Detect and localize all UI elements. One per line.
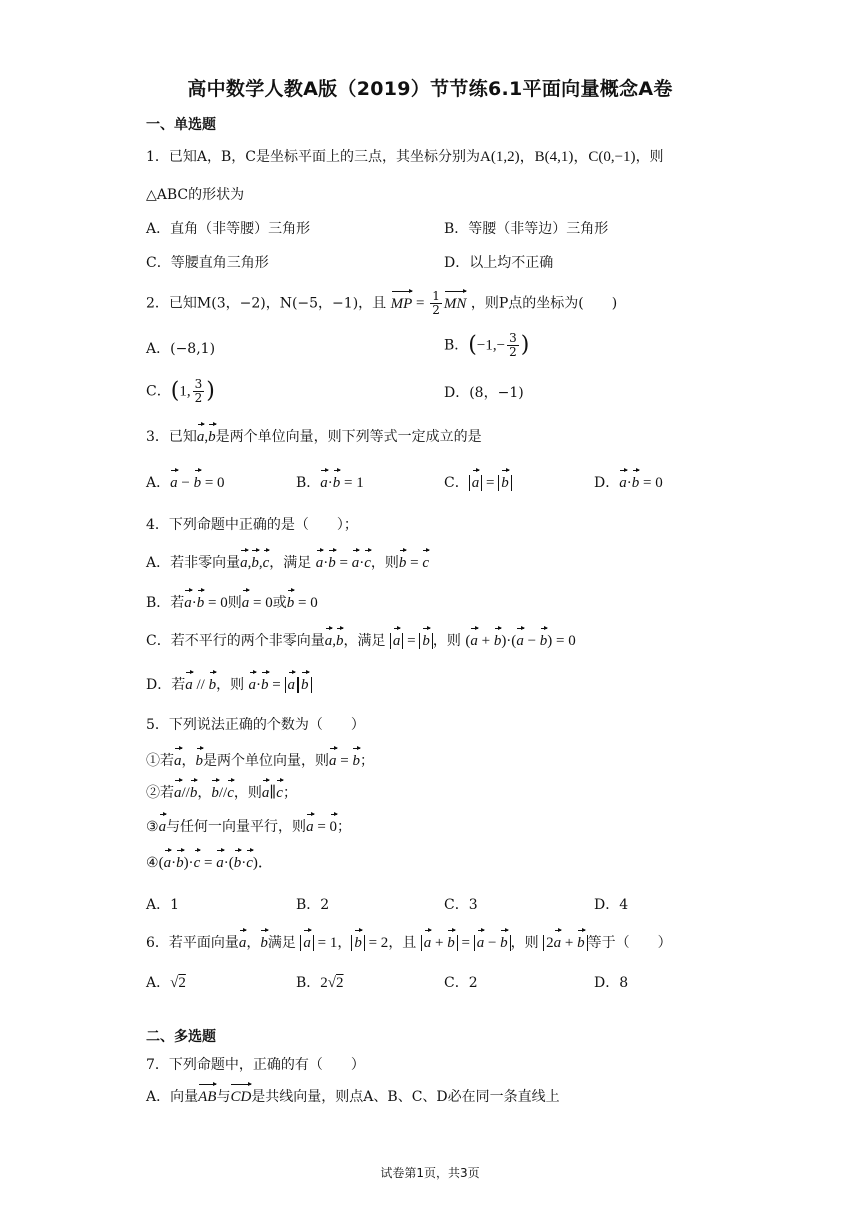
q5-statement-1: ①若a，b是两个单位向量，则a = b；: [146, 750, 374, 772]
q6-option-b: B．2√2: [296, 975, 344, 991]
q5-statement-2: ②若a//b，b//c，则a∥c；: [146, 782, 297, 804]
q3-option-b: B．a·b = 1: [296, 472, 364, 494]
q2-option-a: A．(−8,1): [146, 341, 216, 357]
q1-option-c: C．等腰直角三角形: [146, 255, 269, 271]
q5-statement-4: ④(a·b)·c = a·(b·c)．: [146, 852, 273, 874]
q4-option-a: A．若非零向量a,b,c，满足 a·b = a·c，则b = c: [146, 552, 429, 574]
q6-option-c: C．2: [444, 975, 478, 991]
q6-option-d: D．8: [594, 975, 629, 991]
question-1-stem: 1．已知A，B，C是坐标平面上的三点，其坐标分别为A(1,2)，B(4,1)，C(0,−1)，则: [146, 149, 664, 165]
q1-option-a: A．直角（非等腰）三角形: [146, 221, 311, 237]
question-3-stem: 3．已知a,b是两个单位向量，则下列等式一定成立的是: [146, 426, 482, 448]
question-1-stem-line2: △ABC的形状为: [146, 187, 245, 203]
q5-option-a: A．1: [146, 897, 180, 913]
question-4-stem: 4．下列命题中正确的是（ ）；: [146, 517, 358, 533]
q4-option-b: B．若a·b = 0则a = 0或b = 0: [146, 592, 318, 614]
q6-option-a: A．√2: [146, 975, 186, 991]
q4-option-c: C．若不平行的两个非零向量a,b，满足 a = b ，则 (a + b)·(a − b) = 0: [146, 630, 576, 652]
page-title: 高中数学人教A版（2019）节节练6.1平面向量概念A卷: [187, 78, 673, 100]
section-heading-multi-choice: 二、多选题: [146, 1029, 216, 1045]
q5-statement-3: ③a与任何一向量平行，则a = 0；: [146, 816, 351, 838]
q5-option-c: C．3: [444, 897, 478, 913]
q5-option-b: B．2: [296, 897, 330, 913]
q3-option-c: C． a = b: [444, 472, 512, 494]
q7-option-a: A．向量AB与CD是共线向量，则点A、B、C、D必在同一条直线上: [146, 1086, 560, 1108]
q2-option-c: C．(1, $\frac{3}{2}$ ): [146, 377, 215, 405]
question-6-stem: 6．若平面向量a，b满足 a = 1， b = 2，且 a + b = a − b ，则 2a + b 等于（ ）: [146, 932, 672, 954]
question-7-stem: 7．下列命题中，正确的有（ ）: [146, 1057, 365, 1073]
question-5-stem: 5．下列说法正确的个数为（ ）: [146, 717, 365, 733]
q3-option-d: D．a·b = 0: [594, 472, 663, 494]
page-footer: 试卷第1页，共3页: [380, 1166, 480, 1180]
q2-option-d: D．(8，−1): [444, 385, 524, 401]
q2-option-b: B．(−1,− $\frac{3}{2}$ ): [444, 331, 530, 359]
q5-option-d: D．4: [594, 897, 629, 913]
q3-option-a: A．a − b = 0: [146, 472, 225, 494]
q1-option-d: D．以上均不正确: [444, 255, 554, 271]
q1-option-b: B．等腰（非等边）三角形: [444, 221, 609, 237]
q4-option-d: D．若a // b，则 a·b = a b: [146, 674, 312, 696]
section-heading-single-choice: 一、单选题: [146, 117, 216, 133]
question-2-stem: 2．已知M(3，−2)，N(−5，−1)，且 MP = $\frac{1}{2}$ MN ，则P点的坐标为( ): [146, 289, 618, 317]
